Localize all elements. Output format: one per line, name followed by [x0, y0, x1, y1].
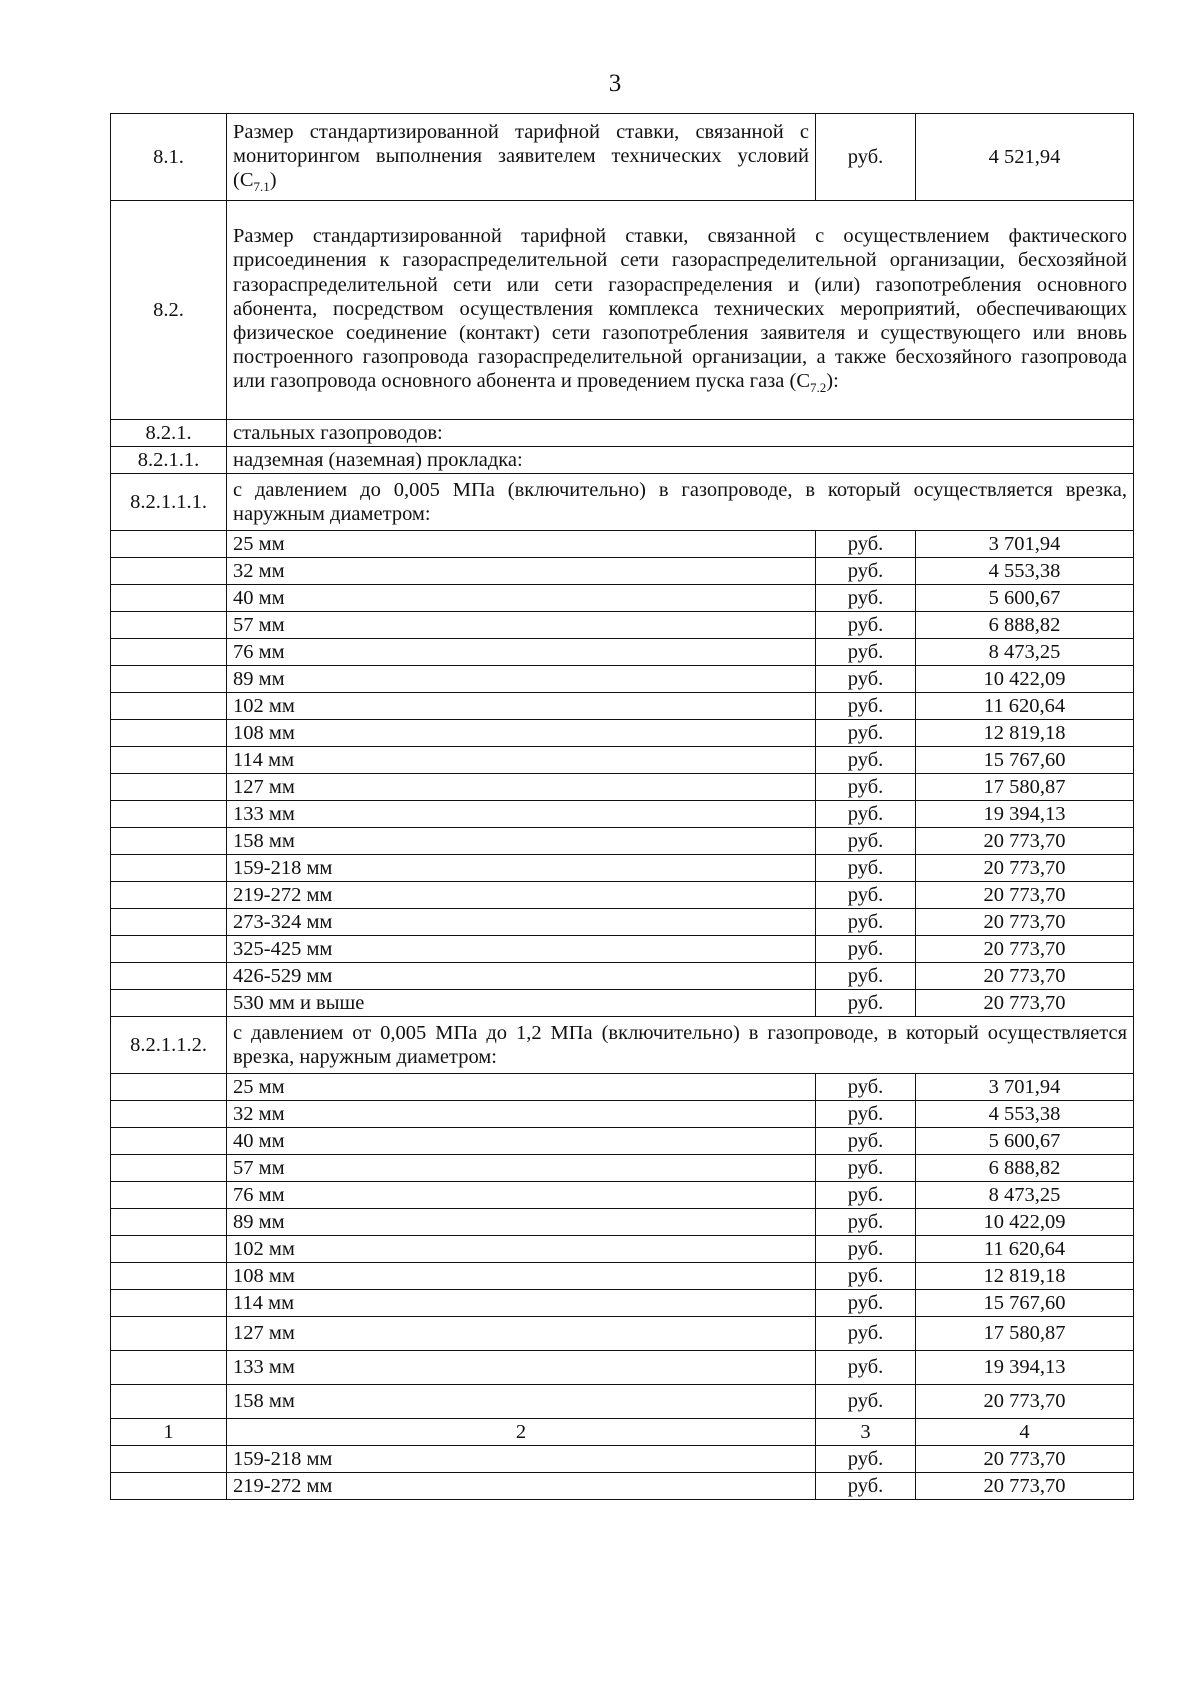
value-cell: 20 773,70: [916, 1473, 1134, 1500]
unit-cell: руб.: [816, 936, 916, 963]
unit-cell: руб.: [816, 1101, 916, 1128]
diameter-cell: 127 мм: [227, 1317, 816, 1351]
diameter-row: [111, 666, 1134, 693]
unit-cell: руб.: [816, 1263, 916, 1290]
diameter-row: [111, 882, 1134, 909]
unit-cell: руб.: [816, 1236, 916, 1263]
item-number-empty: [111, 558, 227, 585]
diameter-cell: 32 мм: [227, 558, 816, 585]
column-number-1: 1: [111, 1419, 227, 1446]
diameter-row: [111, 1155, 1134, 1182]
diameter-row: [111, 963, 1134, 990]
unit-cell: руб.: [816, 801, 916, 828]
diameter-row: [111, 1290, 1134, 1317]
diameter-row: [111, 1351, 1134, 1385]
value-cell: 17 580,87: [916, 774, 1134, 801]
diameter-row: [111, 1263, 1134, 1290]
item-number-empty: [111, 828, 227, 855]
diameter-row: [111, 1473, 1134, 1500]
column-number-row: [111, 1419, 1134, 1446]
diameter-row: [111, 720, 1134, 747]
diameter-row: [111, 531, 1134, 558]
unit-cell: руб.: [816, 828, 916, 855]
diameter-cell: 40 мм: [227, 1128, 816, 1155]
unit-cell: руб.: [816, 1182, 916, 1209]
diameter-cell: 219-272 мм: [227, 1473, 816, 1500]
diameter-cell: 108 мм: [227, 720, 816, 747]
unit-cell: руб.: [816, 747, 916, 774]
diameter-row: [111, 1128, 1134, 1155]
diameter-cell: 114 мм: [227, 747, 816, 774]
diameter-cell: 108 мм: [227, 1263, 816, 1290]
diameter-cell: 102 мм: [227, 693, 816, 720]
diameter-cell: 158 мм: [227, 1385, 816, 1419]
value-cell: 4 553,38: [916, 1101, 1134, 1128]
value-cell: 11 620,64: [916, 693, 1134, 720]
unit-cell: руб.: [816, 114, 916, 201]
diameter-row: [111, 612, 1134, 639]
diameter-row: [111, 1182, 1134, 1209]
value-cell: 6 888,82: [916, 1155, 1134, 1182]
unit-cell: руб.: [816, 666, 916, 693]
diameter-row: [111, 909, 1134, 936]
row-8-1: [111, 114, 1134, 201]
value-cell: 20 773,70: [916, 990, 1134, 1017]
diameter-row: [111, 990, 1134, 1017]
unit-cell: руб.: [816, 1128, 916, 1155]
value-cell: 8 473,25: [916, 639, 1134, 666]
value-cell: 5 600,67: [916, 585, 1134, 612]
unit-cell: руб.: [816, 558, 916, 585]
diameter-cell: 89 мм: [227, 1209, 816, 1236]
diameter-cell: 89 мм: [227, 666, 816, 693]
row-8-2-1-1: [111, 447, 1134, 474]
item-number-empty: [111, 1236, 227, 1263]
value-cell: 5 600,67: [916, 1128, 1134, 1155]
item-number: 8.2.1.: [111, 420, 227, 447]
item-number-empty: [111, 666, 227, 693]
unit-cell: руб.: [816, 1155, 916, 1182]
diameter-cell: 273-324 мм: [227, 909, 816, 936]
value-cell: 8 473,25: [916, 1182, 1134, 1209]
item-number-empty: [111, 855, 227, 882]
value-cell: 12 819,18: [916, 1263, 1134, 1290]
value-cell: 6 888,82: [916, 612, 1134, 639]
column-number-4: 4: [916, 1419, 1134, 1446]
diameter-row: [111, 936, 1134, 963]
value-cell: 10 422,09: [916, 1209, 1134, 1236]
item-number-empty: [111, 1263, 227, 1290]
diameter-row: [111, 1385, 1134, 1419]
item-description: стальных газопроводов:: [227, 420, 1134, 447]
diameter-cell: 127 мм: [227, 774, 816, 801]
unit-cell: руб.: [816, 882, 916, 909]
value-cell: 20 773,70: [916, 828, 1134, 855]
diameter-cell: 325-425 мм: [227, 936, 816, 963]
item-number-empty: [111, 909, 227, 936]
value-cell: 3 701,94: [916, 1074, 1134, 1101]
diameter-row: [111, 774, 1134, 801]
item-number-empty: [111, 882, 227, 909]
tariff-table: [110, 113, 1134, 1500]
value-cell: 20 773,70: [916, 909, 1134, 936]
unit-cell: руб.: [816, 1385, 916, 1419]
diameter-cell: 426-529 мм: [227, 963, 816, 990]
unit-cell: руб.: [816, 1446, 916, 1473]
unit-cell: руб.: [816, 990, 916, 1017]
item-number-empty: [111, 747, 227, 774]
diameter-row: [111, 1446, 1134, 1473]
item-description: надземная (наземная) прокладка:: [227, 447, 1134, 474]
item-description: с давлением до 0,005 МПа (включительно) в газопроводе, в который осуществляется врезка, наружным диаметром:: [227, 474, 1134, 531]
row-8-2-1: [111, 420, 1134, 447]
diameter-cell: 25 мм: [227, 1074, 816, 1101]
item-number-empty: [111, 774, 227, 801]
unit-cell: руб.: [816, 693, 916, 720]
diameter-row: [111, 639, 1134, 666]
diameter-cell: 530 мм и выше: [227, 990, 816, 1017]
value-cell: 20 773,70: [916, 882, 1134, 909]
diameter-cell: 159-218 мм: [227, 855, 816, 882]
unit-cell: руб.: [816, 909, 916, 936]
diameter-row: [111, 1209, 1134, 1236]
diameter-row: [111, 585, 1134, 612]
unit-cell: руб.: [816, 1074, 916, 1101]
item-number-empty: [111, 1182, 227, 1209]
unit-cell: руб.: [816, 1317, 916, 1351]
diameter-row: [111, 693, 1134, 720]
diameter-cell: 159-218 мм: [227, 1446, 816, 1473]
item-description: Размер стандартизированной тарифной ставки, связанной с мониторингом выполнения заявителем технических условий $(С_{7.1})$: [227, 114, 816, 201]
item-number-empty: [111, 1101, 227, 1128]
item-number-empty: [111, 612, 227, 639]
diameter-row: [111, 1317, 1134, 1351]
item-number-empty: [111, 1351, 227, 1385]
item-number: 8.1.: [111, 114, 227, 201]
column-number-2: 2: [227, 1419, 816, 1446]
value-cell: 17 580,87: [916, 1317, 1134, 1351]
item-number-empty: [111, 1074, 227, 1101]
value-cell: 15 767,60: [916, 1290, 1134, 1317]
unit-cell: руб.: [816, 639, 916, 666]
item-number-empty: [111, 1155, 227, 1182]
item-number: 8.2.1.1.: [111, 447, 227, 474]
item-description: Размер стандартизированной тарифной ставки, связанной с осуществлением фактического присоединения к газораспределительной сети газораспределительной организации, бесхозяйной газораспределительной сети или сети газораспределения и (или) газопотребления основного абонента, посредством осуществления комплекса технических мероприятий, обеспечивающих физическое соединение (контакт) сети газопотребления заявителя и существующего или вновь построенного газопровода газораспределительной организации, а также бесхозяйного газопровода или газопровода основного абонента и проведением пуска газа $(С_{7.2})$:: [227, 201, 1134, 420]
diameter-cell: 133 мм: [227, 801, 816, 828]
item-number-empty: [111, 1290, 227, 1317]
diameter-cell: 40 мм: [227, 585, 816, 612]
diameter-cell: 102 мм: [227, 1236, 816, 1263]
diameter-row: [111, 801, 1134, 828]
value-cell: 20 773,70: [916, 1446, 1134, 1473]
unit-cell: руб.: [816, 1290, 916, 1317]
diameter-row: [111, 855, 1134, 882]
diameter-cell: 76 мм: [227, 639, 816, 666]
item-number-empty: [111, 585, 227, 612]
item-number-empty: [111, 1385, 227, 1419]
value-cell: 12 819,18: [916, 720, 1134, 747]
unit-cell: руб.: [816, 720, 916, 747]
unit-cell: руб.: [816, 612, 916, 639]
diameter-row: [111, 747, 1134, 774]
diameter-cell: 25 мм: [227, 531, 816, 558]
value-cell: 15 767,60: [916, 747, 1134, 774]
unit-cell: руб.: [816, 1351, 916, 1385]
value-cell: 20 773,70: [916, 936, 1134, 963]
value-cell: 19 394,13: [916, 801, 1134, 828]
value-cell: 20 773,70: [916, 963, 1134, 990]
item-number: 8.2.: [111, 201, 227, 420]
diameter-cell: 133 мм: [227, 1351, 816, 1385]
unit-cell: руб.: [816, 963, 916, 990]
item-number-empty: [111, 963, 227, 990]
item-number-empty: [111, 990, 227, 1017]
unit-cell: руб.: [816, 531, 916, 558]
diameter-cell: 57 мм: [227, 1155, 816, 1182]
diameter-cell: 76 мм: [227, 1182, 816, 1209]
value-cell: 4 553,38: [916, 558, 1134, 585]
diameter-cell: 158 мм: [227, 828, 816, 855]
row-8-2: [111, 201, 1134, 420]
diameter-cell: 57 мм: [227, 612, 816, 639]
unit-cell: руб.: [816, 1473, 916, 1500]
diameter-row: [111, 1074, 1134, 1101]
value-cell: 20 773,70: [916, 1385, 1134, 1419]
row-8-2-1-1-1: [111, 474, 1134, 531]
value-cell: 11 620,64: [916, 1236, 1134, 1263]
item-number-empty: [111, 531, 227, 558]
unit-cell: руб.: [816, 774, 916, 801]
unit-cell: руб.: [816, 1209, 916, 1236]
item-number-empty: [111, 1128, 227, 1155]
item-number-empty: [111, 936, 227, 963]
item-description: с давлением от 0,005 МПа до 1,2 МПа (включительно) в газопроводе, в который осуществляется врезка, наружным диаметром:: [227, 1017, 1134, 1074]
diameter-cell: 114 мм: [227, 1290, 816, 1317]
diameter-row: [111, 558, 1134, 585]
row-8-2-1-1-2: [111, 1017, 1134, 1074]
unit-cell: руб.: [816, 855, 916, 882]
value-cell: 20 773,70: [916, 855, 1134, 882]
item-number-empty: [111, 639, 227, 666]
page-number: 3: [608, 70, 622, 97]
item-number-empty: [111, 1209, 227, 1236]
diameter-row: [111, 1236, 1134, 1263]
diameter-cell: 32 мм: [227, 1101, 816, 1128]
value-cell: 10 422,09: [916, 666, 1134, 693]
diameter-cell: 219-272 мм: [227, 882, 816, 909]
diameter-row: [111, 828, 1134, 855]
item-number: 8.2.1.1.2.: [111, 1017, 227, 1074]
item-number-empty: [111, 801, 227, 828]
unit-cell: руб.: [816, 585, 916, 612]
value-cell: 4 521,94: [916, 114, 1134, 201]
item-number-empty: [111, 693, 227, 720]
diameter-row: [111, 1101, 1134, 1128]
item-number-empty: [111, 720, 227, 747]
item-number-empty: [111, 1317, 227, 1351]
item-number-empty: [111, 1473, 227, 1500]
item-number-empty: [111, 1446, 227, 1473]
value-cell: 19 394,13: [916, 1351, 1134, 1385]
column-number-3: 3: [816, 1419, 916, 1446]
value-cell: 3 701,94: [916, 531, 1134, 558]
item-number: 8.2.1.1.1.: [111, 474, 227, 531]
